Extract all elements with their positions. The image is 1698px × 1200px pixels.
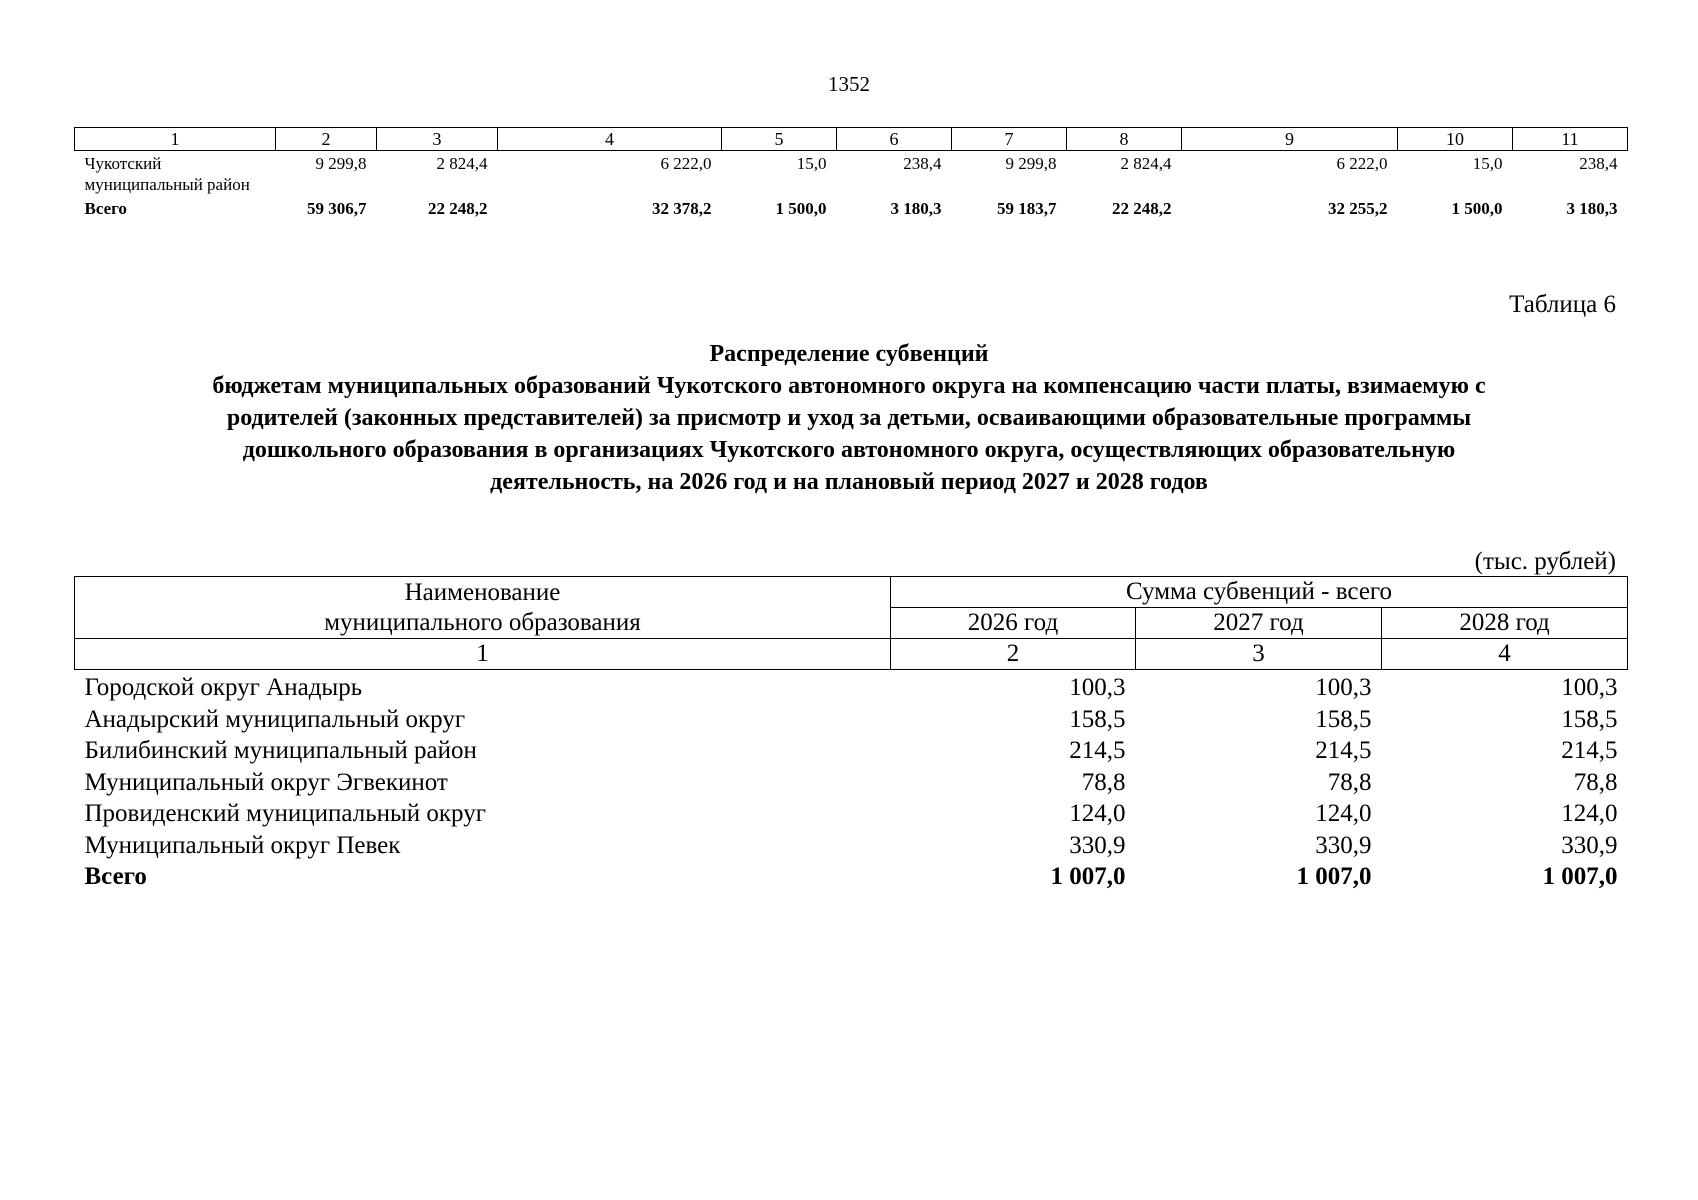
cell-value: 214,5 [1315,737,1372,764]
cell-value: 158,5 [1315,705,1372,733]
column-number: 3 [1136,639,1382,670]
cell-value: 59 306,7 [307,199,367,218]
cell-value: 22 248,2 [428,199,488,218]
cell-value: 1 007,0 [1542,863,1618,890]
row-name: Всего [84,863,147,890]
cell-value: 100,3 [1315,674,1372,701]
table-row [75,151,1628,196]
cell-value: 214,5 [1561,737,1618,764]
cell-value: 78,8 [1327,768,1372,796]
year-header: 2026 год [891,608,1136,639]
cell-value: 330,9 [1315,831,1372,859]
cell-value: 1 500,0 [775,199,827,218]
cell-value: 2 824,4 [436,154,488,173]
row-name: Всего [84,199,127,218]
table-label: Таблица 6 [1509,291,1616,318]
title-line: Распределение субвенций [709,341,989,367]
cell-value: 15,0 [1472,154,1503,173]
year-header: 2027 год [1136,608,1382,639]
column-number: 8 [1067,128,1182,151]
column-number: 10 [1398,128,1513,151]
row-name: Чукотский муниципальный район [84,154,250,194]
cell-value: 330,9 [1561,831,1618,859]
header-name-cell [75,577,891,639]
column-number: 7 [952,128,1067,151]
cell-value: 6 222,0 [1336,154,1388,173]
page-number: 1352 [828,72,870,96]
header-name-line: муниципального образования [324,608,641,636]
continuation-table [74,127,1628,219]
column-number: 2 [891,639,1136,670]
total-row [75,861,1628,893]
cell-value: 1 500,0 [1451,199,1503,218]
table-row [75,798,1628,830]
cell-value: 32 255,2 [1328,199,1388,218]
table-row [75,735,1628,767]
cell-value: 124,0 [1069,800,1126,827]
header-row [75,577,1628,608]
title-line: бюджетам муниципальных образований Чукотского автономного округа на компенсацию части платы, взимаемую с [212,373,1486,399]
column-number: 2 [276,128,377,151]
cell-value: 3 180,3 [1566,199,1618,218]
cell-value: 158,5 [1069,705,1126,733]
table-row [75,704,1628,736]
header-name-line: Наименование [404,578,561,606]
row-name: Провиденский муниципальный округ [84,800,486,827]
cell-value: 2 824,4 [1120,154,1172,173]
cell-value: 78,8 [1573,768,1618,796]
cell-value: 6 222,0 [660,154,712,173]
cell-value: 1 007,0 [1050,863,1126,890]
column-number-row [75,639,1628,670]
row-name: Муниципальный округ Певек [84,831,401,859]
cell-value: 9 299,8 [1005,154,1057,173]
cell-value: 124,0 [1561,800,1618,827]
cell-value: 22 248,2 [1112,199,1172,218]
row-name: Муниципальный округ Эгвекинот [84,768,448,796]
cell-value: 78,8 [1081,768,1126,796]
table-row [75,670,1628,704]
cell-value: 100,3 [1561,674,1618,701]
table-row [75,767,1628,799]
cell-value: 158,5 [1561,705,1618,733]
column-number: 5 [722,128,837,151]
cell-value: 9 299,8 [315,154,367,173]
cell-value: 59 183,7 [997,199,1057,218]
cell-value: 100,3 [1069,674,1126,701]
cell-value: 1 007,0 [1296,863,1372,890]
header-sum: Сумма субвенций - всего [891,577,1628,608]
cell-value: 3 180,3 [890,199,942,218]
subsidies-table [74,576,1628,893]
column-number: 4 [498,128,722,151]
title-line: дошкольного образования в организациях Чукотского автономного округа, осуществляющих образовательную [242,437,1456,463]
row-name: Анадырский муниципальный округ [84,705,466,733]
cell-value: 15,0 [796,154,827,173]
row-name: Городской округ Анадырь [84,674,363,701]
cell-value: 124,0 [1315,800,1372,827]
column-number: 1 [75,639,891,670]
cell-value: 32 378,2 [652,199,712,218]
column-number: 6 [837,128,952,151]
column-number: 11 [1513,128,1628,151]
cell-value: 238,4 [1579,154,1618,173]
document-title [40,338,1658,498]
cell-value: 214,5 [1069,737,1126,764]
total-row [75,195,1628,219]
title-line: деятельность, на 2026 год и на плановый период 2027 и 2028 годов [490,469,1208,495]
title-line: родителей (законных представителей) за присмотр и уход за детьми, осваивающими образовательные программы [226,405,1472,431]
column-number: 3 [377,128,498,151]
year-header: 2028 год [1382,608,1628,639]
column-number: 4 [1382,639,1628,670]
column-number-row [75,128,1628,151]
row-name: Билибинский муниципальный район [84,737,477,764]
column-number: 1 [75,128,276,151]
cell-value: 330,9 [1069,831,1126,859]
cell-value: 238,4 [903,154,942,173]
table-row [75,830,1628,862]
units-label: (тыс. рублей) [1474,548,1616,575]
column-number: 9 [1182,128,1398,151]
